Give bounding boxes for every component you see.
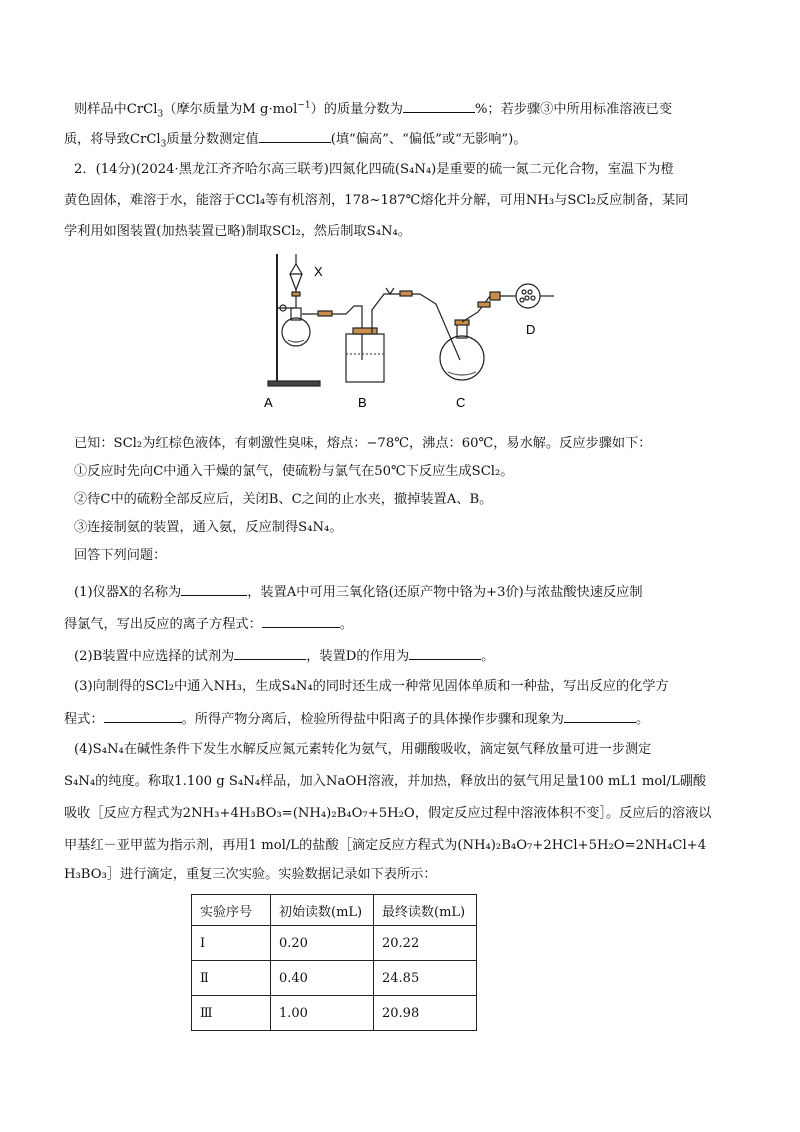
table-cell: 1.00 [271, 996, 374, 1031]
apparatus-diagram [250, 250, 570, 420]
question-4-line-5: H₃BO₃］进行滴定，重复三次实验。实验数据记录如下表所示： [64, 867, 437, 882]
answer-blank[interactable] [181, 581, 247, 596]
text: 。所得产物分离后，检验所得盐中阳离子的具体操作步骤和现象为 [181, 712, 564, 727]
table-cell: 20.98 [374, 996, 477, 1031]
text: 则样品中CrCl [74, 102, 158, 117]
answer-prompt: 回答下列问题： [74, 548, 167, 563]
step-3: ③连接制氨的装置，通入氨，反应制得S₄N₄。 [74, 520, 343, 535]
answer-blank[interactable] [564, 708, 636, 723]
label-x: X [314, 264, 323, 279]
question-4-line-4: 甲基红－亚甲蓝为指示剂，再用1 mol/L的盐酸［滴定反应方程式为(NH₄)₂B₄O₇+2HCl+5H₂O=2NH₄Cl+4 [64, 838, 707, 853]
answer-blank[interactable] [262, 613, 340, 628]
table-header: 最终读数(mL) [374, 895, 477, 926]
text: (1)仪器X的名称为 [74, 585, 182, 600]
text-line-5: 学利用如图装置(加热装置已略)制取SCl₂，然后制取S₄N₄。 [64, 224, 412, 239]
answer-blank[interactable] [259, 128, 331, 143]
text: (填“偏高”、“偏低”或“无影响”)。 [330, 132, 527, 147]
step-1: ①反应时先向C中通入干燥的氯气，使硫粉与氯气在50℃下反应生成SCl₂。 [74, 464, 514, 479]
text: 。 [481, 649, 495, 664]
question-4-line-2: S₄N₄的纯度。称取1.100 g S₄N₄样品，加入NaOH溶液，并加热，释放出的氨气用足量100 mL1 mol/L硼酸 [64, 774, 707, 789]
known-info: 已知：SCl₂为红棕色液体，有刺激性臭味，熔点：−78℃，沸点：60℃，易水解。反应步骤如下： [74, 436, 652, 451]
table-cell: 0.40 [271, 961, 374, 996]
question-4-line-3: 吸收［反应方程式为2NH₃+4H₃BO₃=(NH₄)₂B₄O₇+5H₂O，假定反应过程中溶液体积不变］。反应后的溶液以 [64, 806, 712, 821]
table-header: 初始读数(mL) [271, 895, 374, 926]
subscript: 3 [160, 139, 167, 150]
text-line-2 [64, 128, 527, 150]
question-3-line-2 [64, 708, 649, 730]
text: ）的质量分数为 [310, 102, 403, 117]
table-row [192, 961, 477, 996]
label-a: A [264, 395, 273, 410]
text: 程式： [64, 712, 104, 727]
question-2-intro: 2．(14分)(2024·黑龙江齐齐哈尔高三联考)四氮化四硫(S₄N₄)是重要的硫一氮二元化合物，室温下为橙 [74, 162, 674, 177]
table-row [192, 926, 477, 961]
answer-blank[interactable] [234, 645, 306, 660]
answer-blank[interactable] [104, 708, 182, 723]
table-cell: 24.85 [374, 961, 477, 996]
text: 质量分数测定值 [166, 132, 259, 147]
text: 质，将导致CrCl [64, 132, 161, 147]
question-4-line-1: (4)S₄N₄在碱性条件下发生水解反应氮元素转化为氨气，用硼酸吸收，滴定氨气释放量可进一步测定 [74, 742, 652, 757]
answer-blank[interactable] [403, 98, 475, 113]
text: （摩尔质量为M g·mol [163, 102, 298, 117]
text: ，装置D的作用为 [306, 649, 410, 664]
label-b: B [358, 395, 367, 410]
table-cell: Ⅲ [192, 996, 271, 1031]
text-line-1 [74, 98, 672, 120]
data-table [191, 894, 477, 1031]
text: 。 [339, 617, 353, 632]
question-2-line [74, 645, 494, 667]
table-cell: 0.20 [271, 926, 374, 961]
text: ，装置A中可用三氧化铬(还原产物中铬为+3价)与浓盐酸快速反应制 [247, 585, 643, 600]
subscript: 3 [157, 109, 164, 120]
text: 。 [636, 712, 650, 727]
table-row [192, 996, 477, 1031]
superscript: −1 [297, 100, 311, 111]
label-c: C [456, 395, 466, 410]
text: (2)B装置中应选择的试剂为 [74, 649, 235, 664]
table-cell: Ⅰ [192, 926, 271, 961]
question-3-line-1: (3)向制得的SCl₂中通入NH₃，生成S₄N₄的同时还生成一种常见固体单质和一种盐，写出反应的化学方 [74, 679, 669, 694]
question-1-line-1 [74, 581, 643, 603]
text: %；若步骤③中所用标准溶液已变 [474, 102, 673, 117]
label-d: D [526, 322, 536, 337]
question-1-line-2 [64, 613, 353, 635]
text: 得氯气，写出反应的离子方程式： [64, 617, 262, 632]
table-header: 实验序号 [192, 895, 271, 926]
text-line-4: 黄色固体，难溶于水，能溶于CCl₄等有机溶剂，178~187℃熔化并分解，可用NH₃与SCl₂反应制备，某同 [64, 193, 689, 208]
table-header-row [192, 895, 477, 926]
step-2: ②待C中的硫粉全部反应后，关闭B、C之间的止水夹，撤掉装置A、B。 [74, 492, 493, 507]
answer-blank[interactable] [409, 645, 481, 660]
table-cell: Ⅱ [192, 961, 271, 996]
table-cell: 20.22 [374, 926, 477, 961]
